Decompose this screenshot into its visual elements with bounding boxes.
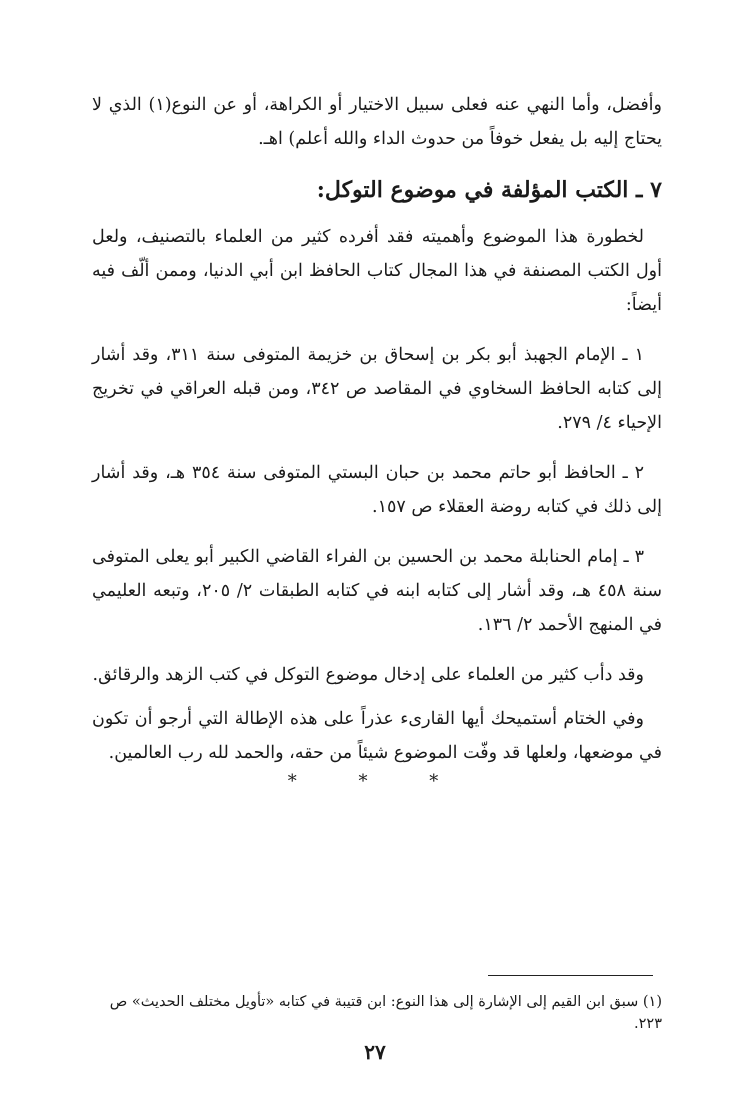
closing-paragraph: وقد دأب كثير من العلماء على إدخال موضوع التوكل في كتب الزهد والرقائق. <box>92 665 644 685</box>
footnote: (١) سبق ابن القيم إلى الإشارة إلى هذا النوع: ابن قتيبة في كتابه «تأويل مختلف الحديث» ص ٢٢٣. <box>109 994 662 1032</box>
section-heading: ٧ ـ الكتب المؤلفة في موضوع التوكل: <box>316 177 662 203</box>
closing-paragraph: وفي الختام أستميحك أيها القارىء عذراً على هذه الإطالة التي أرجو أن تكون في موضعها، ولعلها قد وفّت الموضوع شيئاً من حقه، والحمد لله رب العالمين. <box>92 709 662 763</box>
list-item: ١ ـ الإمام الجهبذ أبو بكر بن إسحاق بن خزيمة المتوفى سنة ٣١١، وقد أشار إلى كتابه الحافظ السخاوي في المقاصد ص ٣٤٢، ومن قبله العراقي في تخريج الإحياء ٤/ ٢٧٩. <box>92 345 662 433</box>
page-number: ٢٧ <box>364 1040 386 1064</box>
page-body <box>92 88 662 796</box>
section-lead-paragraph: لخطورة هذا الموضوع وأهميته فقد أفرده كثير من العلماء بالتصنيف، ولعل أول الكتب المصنفة في هذا المجال كتاب الحافظ ابن أبي الدنيا، وممن ألّف فيه أيضاً: <box>92 227 662 315</box>
intro-paragraph: وأفضل، وأما النهي عنه فعلى سبيل الاختيار أو الكراهة، أو عن النوع(١) الذي لا يحتاج إليه بل يفعل خوفاً من حدوث الداء والله أعلم) اهـ. <box>92 95 662 149</box>
list-item: ٢ ـ الحافظ أبو حاتم محمد بن حبان البستي المتوفى سنة ٣٥٤ هـ، وقد أشار إلى ذلك في كتابه روضة العقلاء ص ١٥٧. <box>92 463 662 517</box>
footnote-divider <box>488 975 653 976</box>
list-item: ٣ ـ إمام الحنابلة محمد بن الحسين بن الفراء القاضي الكبير أبو يعلى المتوفى سنة ٤٥٨ هـ، وقد أشار إلى كتابه ابنه في كتابه الطبقات ٢/ ٢٠٥، وتبعه العليمي في المنهج الأحمد ٢/ ١٣٦. <box>92 547 662 635</box>
section-separator-stars: * * * <box>287 771 467 792</box>
